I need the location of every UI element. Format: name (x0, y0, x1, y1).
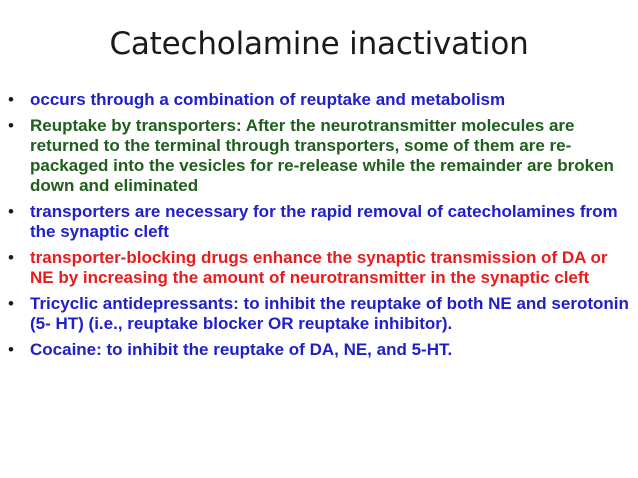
bullet-item-reuptake-metabolism (8, 90, 633, 110)
bullet-text: Tricyclic antidepressants: to inhibit the reuptake of both NE and serotonin (5- HT) (i.e., reuptake blocker OR reuptake inhibitor). (30, 294, 629, 333)
slide-title: Catecholamine inactivation (109, 26, 529, 62)
bullet-marker: • (8, 294, 14, 313)
bullet-item-reuptake-transporters (8, 116, 633, 196)
bullet-item-transporters-necessary (8, 202, 633, 242)
bullet-item-blocking-drugs (8, 248, 633, 288)
bullet-marker: • (8, 248, 14, 267)
bullet-list (8, 90, 633, 366)
bullet-item-cocaine (8, 340, 633, 360)
bullet-marker: • (8, 90, 14, 109)
bullet-text: transporters are necessary for the rapid removal of catecholamines from the synaptic cleft (30, 202, 618, 241)
bullet-item-tricyclic (8, 294, 633, 334)
bullet-text: Cocaine: to inhibit the reuptake of DA, NE, and 5-HT. (30, 340, 453, 359)
bullet-marker: • (8, 202, 14, 221)
bullet-text: Reuptake by transporters: After the neurotransmitter molecules are returned to the terminal through transporters, some of them are re-packaged into the vesicles for re-release while the remainder are broken down and eliminated (30, 116, 614, 195)
bullet-marker: • (8, 116, 14, 135)
bullet-marker: • (8, 340, 14, 359)
bullet-text: occurs through a combination of reuptake and metabolism (30, 90, 506, 109)
bullet-text: transporter-blocking drugs enhance the synaptic transmission of DA or NE by increasing the amount of neurotransmitter in the synaptic cleft (30, 248, 608, 287)
